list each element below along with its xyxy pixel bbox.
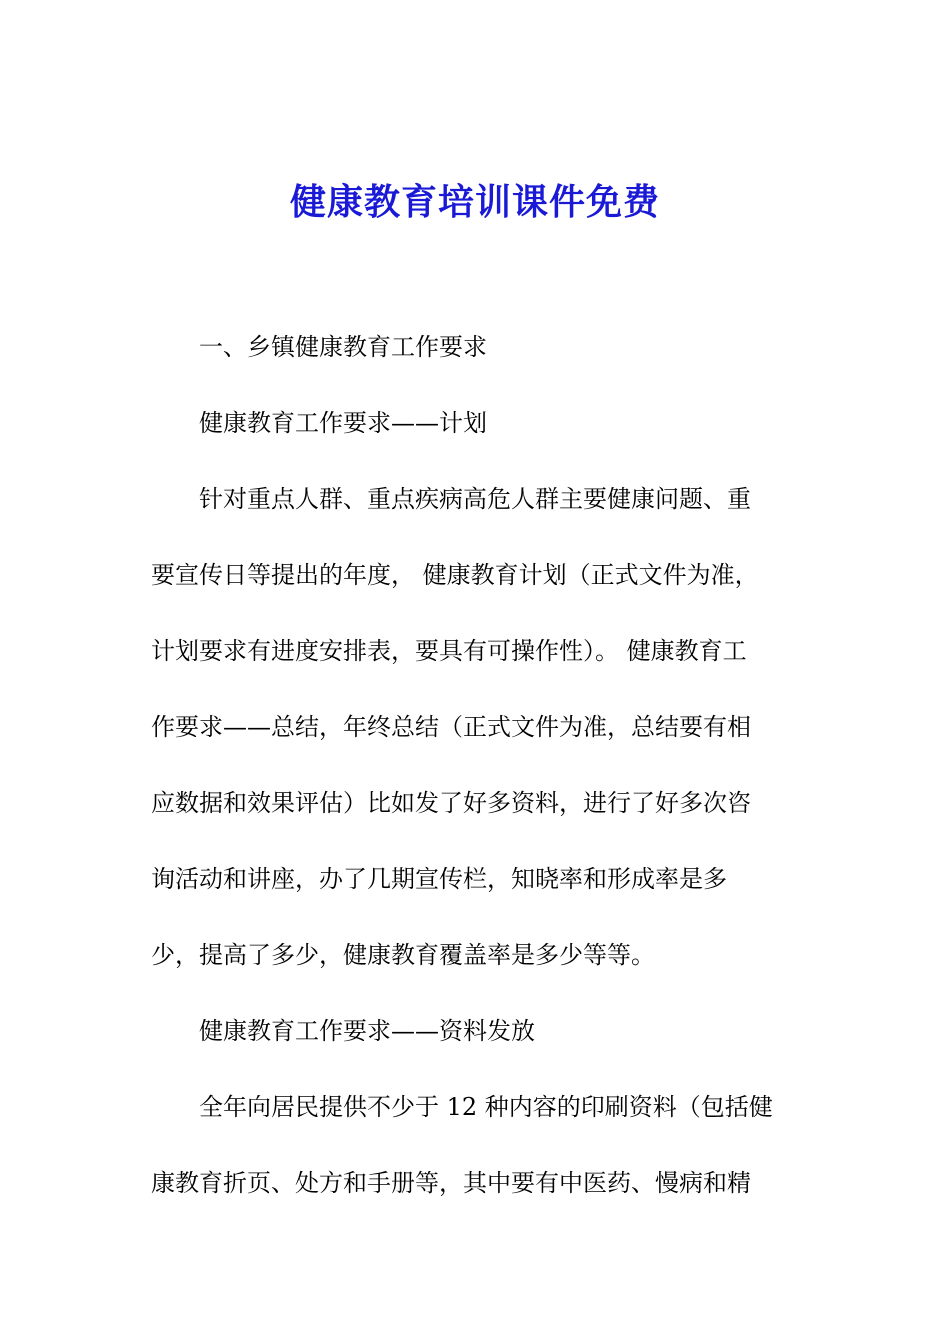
text-line: 计划要求有进度安排表，要具有可操作性）。 健康教育工: [151, 637, 747, 665]
subsection-heading-plan: [151, 404, 803, 442]
text-line: 康教育折页、处方和手册等，其中要有中医药、慢病和精: [151, 1169, 751, 1197]
paragraph-plan-summary: [151, 480, 803, 974]
text-line: 针对重点人群、重点疾病高危人群主要健康问题、重: [199, 485, 751, 513]
text-line: 应数据和效果评估）比如发了好多资料，进行了好多次咨: [151, 789, 751, 817]
text-line: 要宣传日等提出的年度， 健康教育计划（正式文件为准，: [151, 561, 759, 589]
text-line: 全年向居民提供不少于 12 种内容的印刷资料（包括健: [199, 1093, 773, 1121]
subsection-heading-materials: [151, 1012, 803, 1050]
document-title: 健康教育培训课件免费: [289, 182, 660, 223]
document-body: [151, 328, 803, 1202]
section-heading: [151, 328, 803, 366]
text-line: 一、乡镇健康教育工作要求: [199, 333, 487, 361]
text-line: 询活动和讲座，办了几期宣传栏，知晓率和形成率是多: [151, 865, 727, 893]
paragraph-materials: [151, 1088, 803, 1202]
text-line: 健康教育工作要求——计划: [199, 409, 487, 437]
text-line: 健康教育工作要求——资料发放: [199, 1017, 535, 1045]
text-line: 作要求——总结，年终总结（正式文件为准，总结要有相: [151, 713, 751, 741]
text-line: 少，提高了多少，健康教育覆盖率是多少等等。: [151, 941, 655, 969]
